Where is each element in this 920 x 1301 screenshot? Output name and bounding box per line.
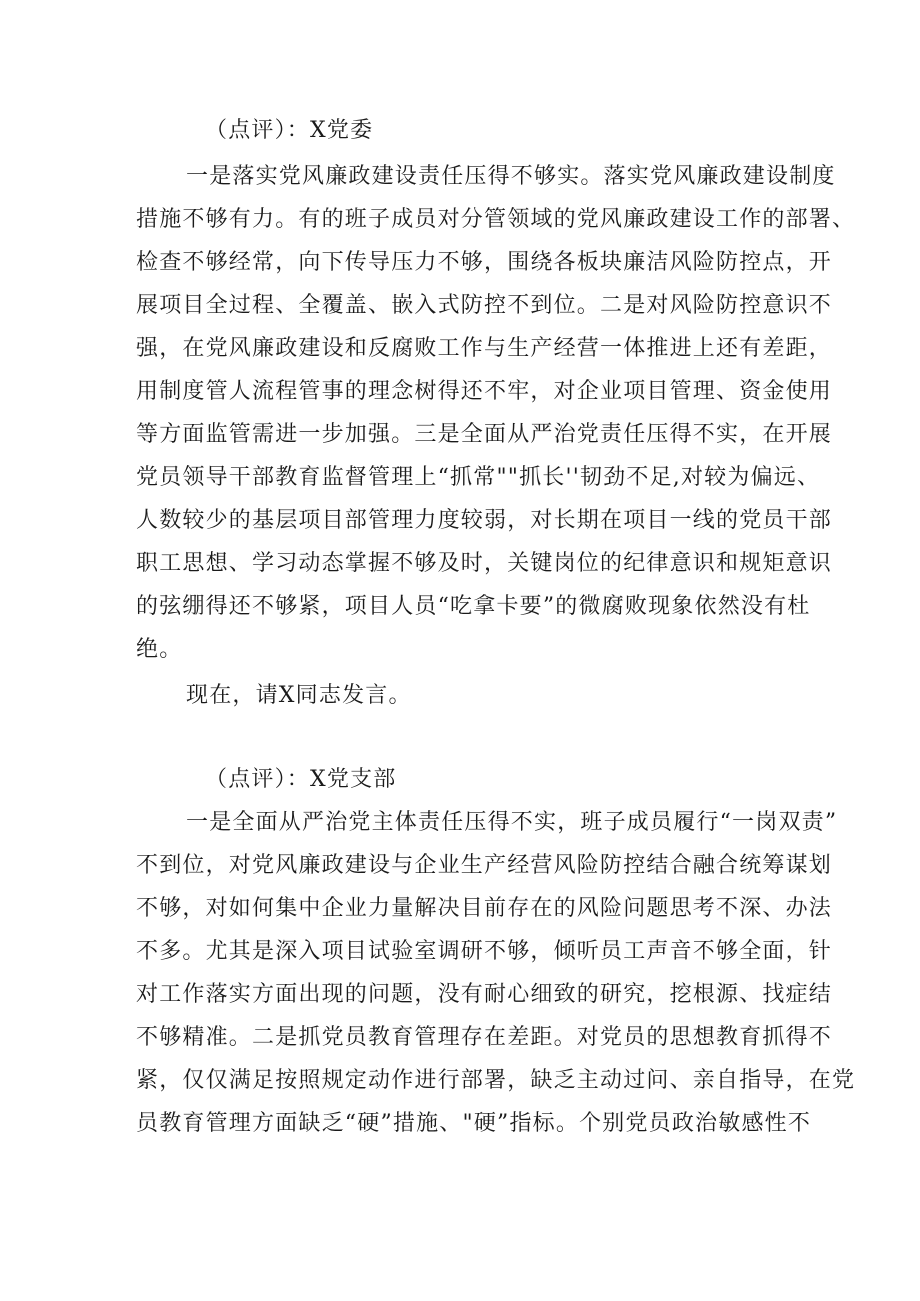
paragraph-line: 一是落实党风廉政建设责任压得不够实。落实党风廉政建设制度 <box>186 164 836 189</box>
paragraph-line: 员教育管理方面缺乏“硬”措施、"硬”指标。个别党员政治敏感性不 <box>136 1111 812 1136</box>
paragraph-line: 对工作落实方面出现的问题，没有耐心细致的研究，挖根源、找症结 <box>136 982 833 1007</box>
paragraph-line: 人数较少的基层项目部管理力度较弱，对长期在项目一线的党员干部 <box>136 508 833 533</box>
section-heading: （点评）：X党支部 <box>205 767 397 792</box>
paragraph-line: 检查不够经常，向下传导压力不够，围绕各板块廉洁风险防控点，开 <box>136 250 833 275</box>
paragraph-line: 强，在党风廉政建设和反腐败工作与生产经营一体推进上还有差距， <box>136 336 833 361</box>
paragraph-line: 不够精准。二是抓党员教育管理存在差距。对党员的思想教育抓得不 <box>136 1025 833 1050</box>
paragraph-line: 展项目全过程、全覆盖、嵌入式防控不到位。二是对风险防控意识不 <box>136 293 833 318</box>
paragraph-line: 不够，对如何集中企业力量解决目前存在的风险问题思考不深、办法 <box>136 896 833 921</box>
section-heading: （点评）：X党委 <box>205 118 374 143</box>
paragraph-line: 职工思想、学习动态掌握不够及时，关键岗位的纪律意识和规矩意识 <box>136 551 833 576</box>
paragraph-line: 等方面监管需进一步加强。三是全面从严治党责任压得不实，在开展 <box>136 422 833 447</box>
paragraph-line: 绝。 <box>136 637 183 662</box>
paragraph-line: 不多。尤其是深入项目试验室调研不够，倾听员工声音不够全面，针 <box>136 939 833 964</box>
paragraph-line: 党员领导干部教育监督管理上“抓常""抓长''韧劲不足,对较为偏远、 <box>136 465 821 490</box>
paragraph-line: 措施不够有力。有的班子成员对分管领域的党风廉政建设工作的部署、 <box>136 207 856 232</box>
closing-line: 现在，请X同志发言。 <box>186 683 412 708</box>
paragraph-line: 用制度管人流程管事的理念树得还不牢，对企业项目管理、资金使用 <box>136 379 833 404</box>
paragraph-line: 的弦绷得还不够紧，项目人员“吃拿卡要”的微腐败现象依然没有杜 <box>136 594 811 619</box>
paragraph-line: 紧，仅仅满足按照规定动作进行部署，缺乏主动过问、亲自指导，在党 <box>136 1068 856 1093</box>
paragraph-line: 一是全面从严治党主体责任压得不实，班子成员履行“一岗双责” <box>186 810 838 835</box>
paragraph-line: 不到位，对党风廉政建设与企业生产经营风险防控结合融合统筹谋划 <box>136 853 833 878</box>
